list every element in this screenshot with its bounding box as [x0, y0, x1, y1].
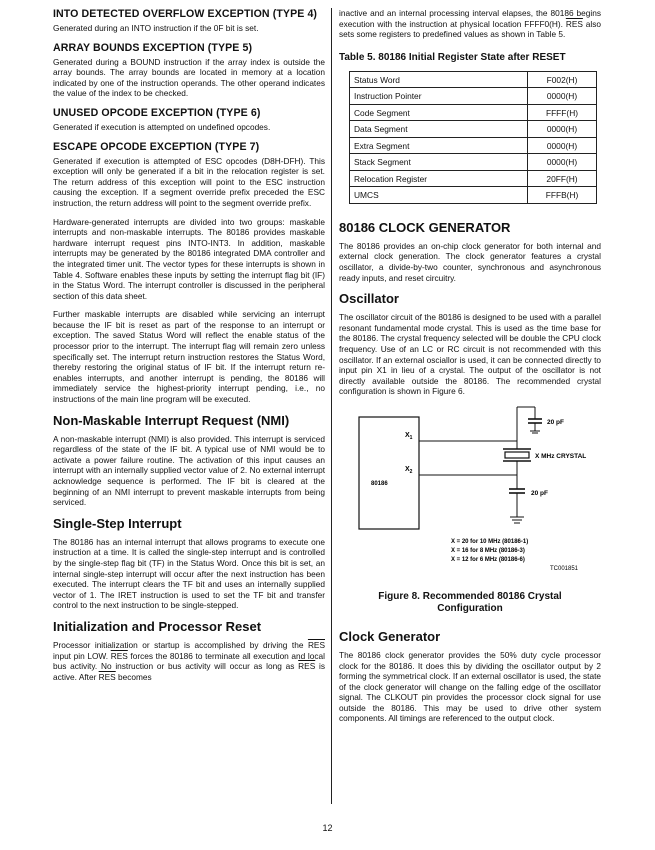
reset-continued-text: inactive and an internal processing interval elapses, the 80186 begins execution with the instruction at physical location FFFF0(H). $\overline{RES}$ also sets some registers to predefined values as shown in Table 5.	[339, 8, 602, 40]
res-signal: $\overline{RES}$	[98, 671, 116, 682]
clock-gen-text: The 80186 clock generator provides the 50% duty cycle processor clock for the 80186. It does this by dividing the oscillator output by 2 forming the symmetrical clock. If an external oscillator is used, the state of the clock generator will change on the falling edge of the oscillator signal. The CLKOUT pin provides the processor clock signal for use outside the 80186. This may be used to drive other system components. All timings are referenced to the output clock.	[339, 649, 601, 724]
right-column	[339, 8, 601, 830]
figure-caption: Figure 8. Recommended 80186 Crystal Configuration	[378, 590, 562, 614]
clock-gen-subheading: Clock Generator	[339, 628, 441, 644]
escape-text: Generated if execution is attempted of ESC opcodes (D8H-DFH). This exception will only be generated if a bit in the relocation register is set. The return address of this exception will point to the ESC instruction causing the exception. If a segment override prefix preceded the ESC instruction, the return address will point to the segment override prefix.	[53, 155, 325, 208]
crystal-label: X MHz CRYSTAL	[535, 452, 587, 460]
res-signal: $\overline{RES}$	[307, 639, 325, 650]
left-column	[53, 8, 332, 804]
nmi-text: A non-maskable interrupt (NMI) is also provided. This interrupt is serviced regardless of the state of the IF bit. A typical use of NMI would be to activate a power failure routine. The activation of this input causes an interrupt with an internally supplied vector value of 2. No external interrupt acknowledge sequence is performed. The IF bit is cleared at the beginning of an NMI interrupt to prevent maskable interrupts from being serviced.	[53, 433, 325, 508]
table-row	[350, 137, 597, 154]
chip-label: 80186	[371, 480, 388, 487]
note-1: X = 20 for 10 MHz (80186-1)	[451, 538, 529, 545]
init-heading: Initialization and Processor Reset	[53, 618, 262, 634]
register-name: Status Word	[350, 71, 528, 88]
register-name: Code Segment	[350, 104, 528, 121]
figure-ref: TC001851	[550, 565, 579, 572]
register-value: FFFF(H)	[528, 104, 597, 121]
cap-top-label: 20 pF	[547, 418, 564, 426]
cap-bottom-label: 20 pF	[531, 489, 548, 497]
register-name: Extra Segment	[350, 137, 528, 154]
table-row	[350, 88, 597, 105]
table-row	[350, 154, 597, 171]
page-number: 12	[322, 823, 333, 833]
clock-generator-heading: 80186 CLOCK GENERATOR	[339, 219, 511, 235]
oscillator-text: The oscillator circuit of the 80186 is designed to be used with a parallel resonant fundamental mode crystal. This is used as the time base for the 80186. The crystal frequency selected will be double the CPU clock frequency. Use of an LC or RC circuit is not recommended with this oscillator. If an external osciallor is used, it can be connected directly to input pin X1 in lieu of a crystal. The output of the oscillator is not directly available outside the 80186. The recommended crystal configuration is shown in Figure 6.	[339, 312, 601, 397]
single-step-heading: Single-Step Interrupt	[53, 515, 182, 531]
table-caption: Table 5. 80186 Initial Register State after RESET	[339, 51, 566, 63]
further-interrupts-text: Further maskable interrupts are disabled while servicing an interrupt because the IF bit is reset as part of the response to an interrupt or exception. The saved Status Word will reflect the enable status of the processor prior to the interrupt. The interrupt flag will remain zero unless specifically set. The interrupt return instruction restores the Status Word, thereby restoring the original status of IF bit. If the interrupt return re-enables interrupts, and another interrupt is pending, the 80186 will immediately service the highest-priority interrupt pending, i.e., no instructions of the main line program will be executed.	[53, 309, 325, 405]
register-name: Instruction Pointer	[350, 88, 528, 105]
table-row	[350, 170, 597, 187]
register-value: FFFB(H)	[528, 187, 597, 204]
register-table	[349, 71, 597, 204]
register-value: 0000(H)	[528, 121, 597, 138]
register-value: 20FF(H)	[528, 170, 597, 187]
into-heading: INTO DETECTED OVERFLOW EXCEPTION (TYPE 4)	[53, 8, 318, 20]
register-name: Relocation Register	[350, 170, 528, 187]
res-signal: $\overline{RES}$	[565, 18, 583, 29]
x1-label: $X_1$	[405, 431, 413, 441]
unused-heading: UNUSED OPCODE EXCEPTION (TYPE 6)	[53, 106, 261, 119]
register-value: 0000(H)	[528, 88, 597, 105]
register-value: 0000(H)	[528, 154, 597, 171]
table-row	[350, 187, 597, 204]
nmi-heading: Non-Maskable Interrupt Request (NMI)	[53, 412, 290, 428]
x2-label: $X_2$	[405, 465, 413, 475]
oscillator-heading: Oscillator	[339, 291, 399, 307]
crystal-figure	[339, 405, 601, 605]
crystal-body	[505, 452, 529, 458]
note-2: X = 16 for 8 MHz (80186-3)	[451, 547, 525, 554]
register-name: UMCS	[350, 187, 528, 204]
register-name: Stack Segment	[350, 154, 528, 171]
escape-heading: ESCAPE OPCODE EXCEPTION (TYPE 7)	[53, 140, 260, 153]
crystal-schematic	[339, 405, 601, 585]
table-row	[350, 121, 597, 138]
clock-generator-text: The 80186 provides an on-chip clock generator for both internal and external clock generation. The clock generator features a crystal oscillator, a divide-by-two counter, synchronous and asynchronous ready inputs, and reset circuitry.	[339, 240, 601, 283]
register-name: Data Segment	[350, 121, 528, 138]
init-text: Processor initialization or startup is accomplished by driving the $\overline{RES}$ input pin LOW. $\overline{RES}$ forces the 80186 to terminate all execution and local bus activity. No instruction or bus activity will occur as long as $\overline{RES}$ is active. After $\overline{RES}$ becomes	[53, 639, 325, 682]
table-row	[350, 104, 597, 121]
res-signal: $\overline{RES}$	[110, 650, 128, 661]
into-text: Generated during an INTO instruction if the 0F bit is set.	[53, 23, 259, 33]
unused-text: Generated if execution is attempted on undefined opcodes.	[53, 121, 271, 132]
res-signal: $\overline{RES}$	[298, 661, 316, 672]
bounds-heading: ARRAY BOUNDS EXCEPTION (TYPE 5)	[53, 41, 253, 54]
register-value: F002(H)	[528, 71, 597, 88]
note-3: X = 12 for 6 MHz (80186-6)	[451, 556, 525, 563]
single-step-text: The 80186 has an internal interrupt that allows programs to execute one instruction at a time. It is called the single-step interrupt and is controlled by the single-step flag bit (TF) in the Status Word. Once this bit is set, an internal single-step interrupt will occur after the next instruction has been executed. The interrupt clears the TF bit and uses an internally supplied vector of 1. The IRET instruction is used to set the TF bit and transfer control to the next instruction to be single-stepped.	[53, 536, 325, 611]
register-value: 0000(H)	[528, 137, 597, 154]
bounds-text: Generated during a BOUND instruction if the array index is outside the array bounds. The array bounds are located in memory at a location indicated by one of the instruction operands. The other operand indicates the value of the index to be checked.	[53, 56, 325, 99]
hardware-interrupts-text: Hardware-generated interrupts are divided into two groups: maskable interrupts and non-maskable interrupts. The 80186 provides maskable hardware interrupt request pins INTO-INT3. In addition, maskable interrupts may be generated by the 80186 integrated DMA controller and the integrated timer unit. The vector types for these interrupts is shown in Table 4. Software enables these inputs by setting the interrupt flag bit (IF) in the Status Word. The interrupt controller is discussed in the peripheral section of this data sheet.	[53, 216, 325, 301]
table-row	[350, 71, 597, 88]
